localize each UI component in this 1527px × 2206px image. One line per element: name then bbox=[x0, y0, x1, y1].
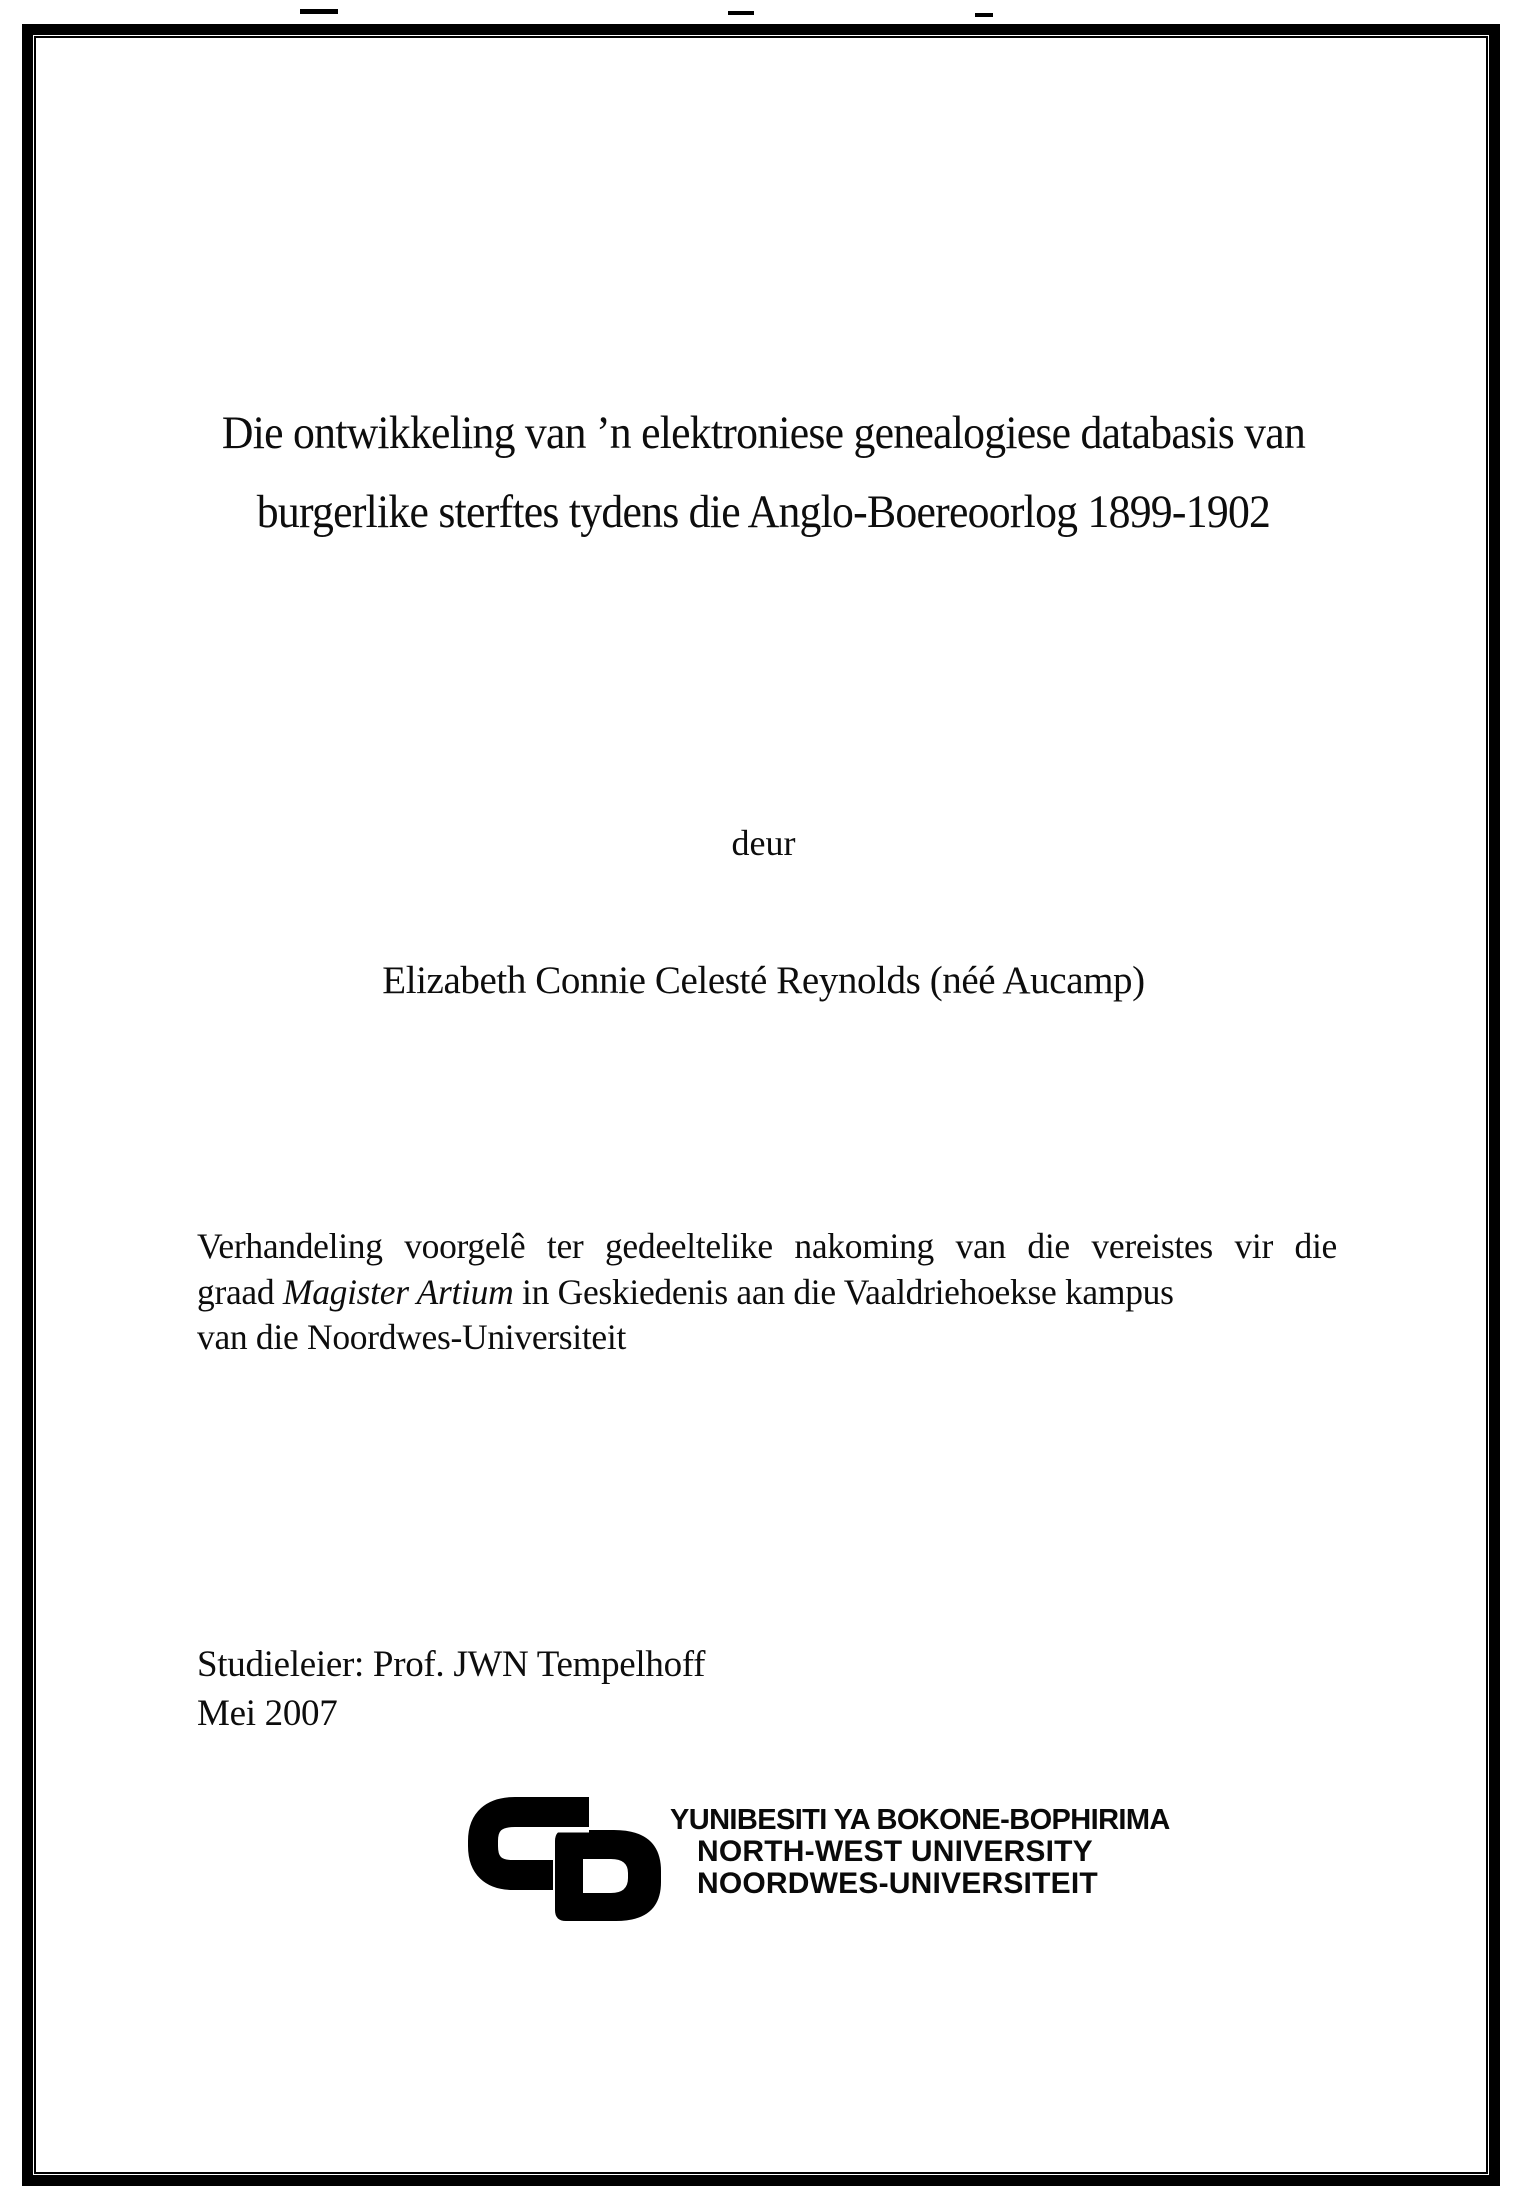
thesis-title bbox=[165, 394, 1362, 552]
scan-artifact bbox=[975, 13, 993, 17]
logo-line-english: NORTH-WEST UNIVERSITY bbox=[697, 1835, 1093, 1868]
requirement-line1: Verhandeling voorgelê ter gedeeltelike nakoming van die vereistes vir die bbox=[197, 1226, 1337, 1266]
university-logo bbox=[468, 1796, 1170, 1922]
logo-line-afrikaans: NOORDWES-UNIVERSITEIT bbox=[697, 1867, 1098, 1900]
requirement-line2 bbox=[197, 1270, 1337, 1316]
requirement-line3: van die Noordwes-Universiteit bbox=[197, 1317, 627, 1357]
supervisor-block bbox=[197, 1640, 705, 1738]
thesis-title-line2: burgerlike sterftes tydens die Anglo-Boereoorlog 1899-1902 bbox=[256, 486, 1271, 538]
university-logo-text bbox=[670, 1804, 1170, 1900]
date-line: Mei 2007 bbox=[197, 1693, 338, 1734]
author-name: Elizabeth Connie Celesté Reynolds (néé Aucamp) bbox=[382, 959, 1145, 1002]
degree-name-italic: Magister Artium bbox=[282, 1271, 514, 1312]
logo-line-setswana: YUNIBESITI YA BOKONE-BOPHIRIMA bbox=[670, 1804, 1170, 1836]
requirement-line2-pre: graad bbox=[197, 1271, 283, 1312]
chain-links-icon bbox=[468, 1796, 662, 1922]
scan-artifact bbox=[728, 11, 754, 15]
supervisor-line: Studieleier: Prof. JWN Tempelhoff bbox=[197, 1644, 706, 1685]
requirement-line2-post: in Geskiedenis aan die Vaaldriehoekse kampus bbox=[513, 1271, 1174, 1312]
byline-deur: deur bbox=[731, 823, 796, 863]
degree-requirement-paragraph bbox=[197, 1224, 1337, 1361]
thesis-title-line1: Die ontwikkeling van ’n elektroniese genealogiese databasis van bbox=[221, 407, 1306, 459]
scan-artifact bbox=[300, 9, 338, 14]
